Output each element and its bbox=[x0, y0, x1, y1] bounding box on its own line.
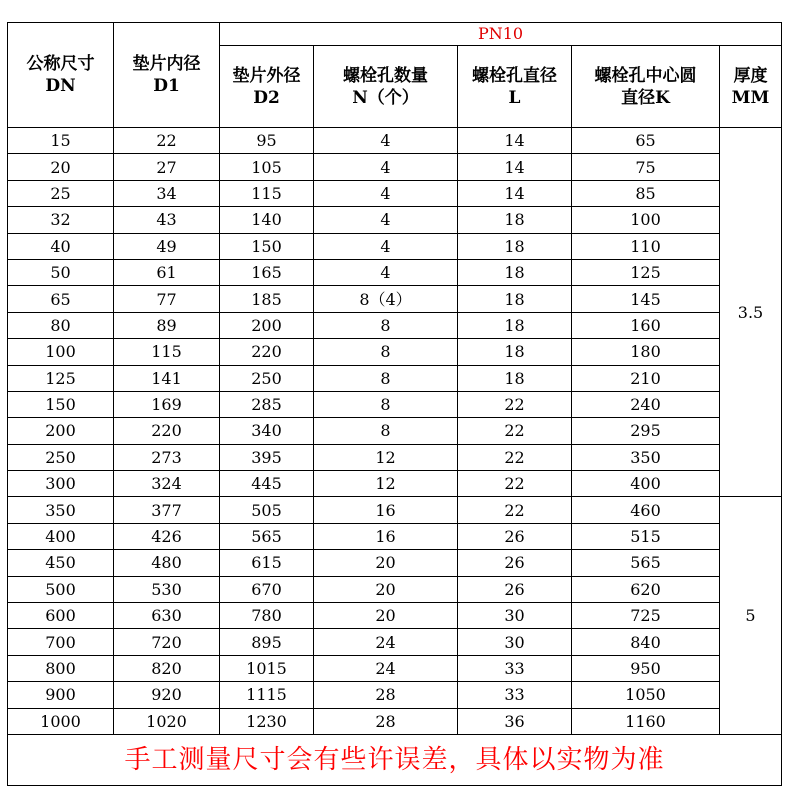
table-cell: 400 bbox=[572, 471, 720, 497]
table-cell: 77 bbox=[114, 286, 220, 312]
table-cell: 85 bbox=[572, 180, 720, 206]
table-cell: 18 bbox=[458, 233, 572, 259]
table-cell: 14 bbox=[458, 180, 572, 206]
table-body bbox=[8, 128, 782, 735]
table-cell: 920 bbox=[114, 682, 220, 708]
header-k: 螺栓孔中心圆 直径K bbox=[572, 46, 720, 128]
table-cell: 4 bbox=[314, 233, 458, 259]
table-cell: 18 bbox=[458, 312, 572, 338]
table-cell: 169 bbox=[114, 391, 220, 417]
table-cell: 22 bbox=[458, 418, 572, 444]
thickness-cell: 3.5 bbox=[720, 128, 782, 497]
table-cell: 89 bbox=[114, 312, 220, 338]
table-cell: 324 bbox=[114, 471, 220, 497]
table-cell: 20 bbox=[8, 154, 114, 180]
header-l: 螺栓孔直径 L bbox=[458, 46, 572, 128]
table-cell: 26 bbox=[458, 523, 572, 549]
table-cell: 24 bbox=[314, 655, 458, 681]
table-cell: 22 bbox=[458, 444, 572, 470]
table-cell: 22 bbox=[458, 471, 572, 497]
table-cell: 240 bbox=[572, 391, 720, 417]
table-cell: 500 bbox=[8, 576, 114, 602]
table-cell: 445 bbox=[220, 471, 314, 497]
table-cell: 14 bbox=[458, 128, 572, 154]
table-cell: 200 bbox=[220, 312, 314, 338]
table-cell: 220 bbox=[114, 418, 220, 444]
table-row bbox=[8, 471, 782, 497]
table-cell: 34 bbox=[114, 180, 220, 206]
table-row bbox=[8, 523, 782, 549]
table-cell: 125 bbox=[8, 365, 114, 391]
table-cell: 4 bbox=[314, 180, 458, 206]
table-cell: 100 bbox=[8, 339, 114, 365]
table-cell: 725 bbox=[572, 603, 720, 629]
table-row bbox=[8, 629, 782, 655]
table-cell: 20 bbox=[314, 576, 458, 602]
table-cell: 350 bbox=[572, 444, 720, 470]
table-cell: 18 bbox=[458, 207, 572, 233]
table-cell: 15 bbox=[8, 128, 114, 154]
table-cell: 620 bbox=[572, 576, 720, 602]
table-cell: 600 bbox=[8, 603, 114, 629]
table-cell: 630 bbox=[114, 603, 220, 629]
table-cell: 18 bbox=[458, 259, 572, 285]
table-cell: 273 bbox=[114, 444, 220, 470]
table-cell: 670 bbox=[220, 576, 314, 602]
table-row bbox=[8, 708, 782, 734]
table-cell: 18 bbox=[458, 286, 572, 312]
table-cell: 295 bbox=[572, 418, 720, 444]
table-cell: 250 bbox=[8, 444, 114, 470]
gasket-spec-table bbox=[7, 22, 782, 786]
table-cell: 565 bbox=[572, 550, 720, 576]
table-cell: 20 bbox=[314, 603, 458, 629]
table-cell: 141 bbox=[114, 365, 220, 391]
table-cell: 180 bbox=[572, 339, 720, 365]
table-cell: 140 bbox=[220, 207, 314, 233]
table-row bbox=[8, 603, 782, 629]
table-cell: 65 bbox=[572, 128, 720, 154]
table-cell: 50 bbox=[8, 259, 114, 285]
table-cell: 565 bbox=[220, 523, 314, 549]
table-cell: 18 bbox=[458, 339, 572, 365]
table-cell: 720 bbox=[114, 629, 220, 655]
table-cell: 505 bbox=[220, 497, 314, 523]
table-cell: 840 bbox=[572, 629, 720, 655]
table-row bbox=[8, 550, 782, 576]
table-row bbox=[8, 286, 782, 312]
table-row bbox=[8, 576, 782, 602]
table-cell: 22 bbox=[458, 391, 572, 417]
table-cell: 28 bbox=[314, 682, 458, 708]
table-cell: 220 bbox=[220, 339, 314, 365]
header-d2: 垫片外径 D2 bbox=[220, 46, 314, 128]
table-cell: 110 bbox=[572, 233, 720, 259]
table-cell: 4 bbox=[314, 128, 458, 154]
table-cell: 12 bbox=[314, 471, 458, 497]
table-row bbox=[8, 497, 782, 523]
table-row bbox=[8, 655, 782, 681]
table-cell: 105 bbox=[220, 154, 314, 180]
table-cell: 1160 bbox=[572, 708, 720, 734]
table-cell: 400 bbox=[8, 523, 114, 549]
table-cell: 820 bbox=[114, 655, 220, 681]
table-cell: 95 bbox=[220, 128, 314, 154]
table-cell: 12 bbox=[314, 444, 458, 470]
table-cell: 1015 bbox=[220, 655, 314, 681]
table-cell: 22 bbox=[114, 128, 220, 154]
table-cell: 1115 bbox=[220, 682, 314, 708]
table-cell: 150 bbox=[220, 233, 314, 259]
table-row bbox=[8, 154, 782, 180]
table-cell: 4 bbox=[314, 259, 458, 285]
table-row bbox=[8, 180, 782, 206]
table-cell: 700 bbox=[8, 629, 114, 655]
table-cell: 8 bbox=[314, 418, 458, 444]
table-cell: 450 bbox=[8, 550, 114, 576]
table-cell: 426 bbox=[114, 523, 220, 549]
table-cell: 210 bbox=[572, 365, 720, 391]
table-cell: 14 bbox=[458, 154, 572, 180]
table-row bbox=[8, 365, 782, 391]
table-cell: 900 bbox=[8, 682, 114, 708]
table-cell: 30 bbox=[458, 629, 572, 655]
table-cell: 16 bbox=[314, 523, 458, 549]
table-cell: 300 bbox=[8, 471, 114, 497]
table-row bbox=[8, 682, 782, 708]
table-cell: 285 bbox=[220, 391, 314, 417]
header-d1: 垫片内径 D1 bbox=[114, 23, 220, 128]
table-cell: 515 bbox=[572, 523, 720, 549]
table-cell: 8 bbox=[314, 312, 458, 338]
table-cell: 24 bbox=[314, 629, 458, 655]
table-cell: 33 bbox=[458, 655, 572, 681]
table-cell: 26 bbox=[458, 576, 572, 602]
table-cell: 4 bbox=[314, 154, 458, 180]
table-cell: 33 bbox=[458, 682, 572, 708]
table-cell: 36 bbox=[458, 708, 572, 734]
table-cell: 160 bbox=[572, 312, 720, 338]
pn-title: PN10 bbox=[220, 23, 782, 46]
table-cell: 340 bbox=[220, 418, 314, 444]
table-cell: 18 bbox=[458, 365, 572, 391]
table-cell: 8 bbox=[314, 391, 458, 417]
footer-note: 手工测量尺寸会有些许误差，具体以实物为准 bbox=[8, 734, 782, 785]
table-cell: 8（4） bbox=[314, 286, 458, 312]
table-cell: 377 bbox=[114, 497, 220, 523]
table-row bbox=[8, 391, 782, 417]
table-cell: 8 bbox=[314, 365, 458, 391]
table-cell: 1020 bbox=[114, 708, 220, 734]
table-cell: 25 bbox=[8, 180, 114, 206]
table-cell: 615 bbox=[220, 550, 314, 576]
table-cell: 20 bbox=[314, 550, 458, 576]
header-n: 螺栓孔数量 N（个） bbox=[314, 46, 458, 128]
table-cell: 115 bbox=[220, 180, 314, 206]
table-cell: 895 bbox=[220, 629, 314, 655]
table-cell: 4 bbox=[314, 207, 458, 233]
table-cell: 65 bbox=[8, 286, 114, 312]
table-cell: 49 bbox=[114, 233, 220, 259]
table-cell: 1000 bbox=[8, 708, 114, 734]
table-cell: 460 bbox=[572, 497, 720, 523]
table-cell: 800 bbox=[8, 655, 114, 681]
table-row bbox=[8, 339, 782, 365]
table-row bbox=[8, 207, 782, 233]
table-cell: 28 bbox=[314, 708, 458, 734]
table-cell: 950 bbox=[572, 655, 720, 681]
table-row bbox=[8, 128, 782, 154]
table-cell: 395 bbox=[220, 444, 314, 470]
table-cell: 125 bbox=[572, 259, 720, 285]
table-row bbox=[8, 233, 782, 259]
table-cell: 250 bbox=[220, 365, 314, 391]
table-cell: 780 bbox=[220, 603, 314, 629]
table-row bbox=[8, 444, 782, 470]
table-cell: 1050 bbox=[572, 682, 720, 708]
table-cell: 22 bbox=[458, 497, 572, 523]
table-cell: 115 bbox=[114, 339, 220, 365]
table-cell: 185 bbox=[220, 286, 314, 312]
header-thickness: 厚度 MM bbox=[720, 46, 782, 128]
table-cell: 30 bbox=[458, 603, 572, 629]
table-cell: 350 bbox=[8, 497, 114, 523]
header-dn: 公称尺寸 DN bbox=[8, 23, 114, 128]
table-cell: 16 bbox=[314, 497, 458, 523]
table-cell: 145 bbox=[572, 286, 720, 312]
table-cell: 40 bbox=[8, 233, 114, 259]
table-cell: 150 bbox=[8, 391, 114, 417]
table-cell: 200 bbox=[8, 418, 114, 444]
table-cell: 26 bbox=[458, 550, 572, 576]
table-cell: 8 bbox=[314, 339, 458, 365]
table-cell: 32 bbox=[8, 207, 114, 233]
table-cell: 43 bbox=[114, 207, 220, 233]
table-cell: 61 bbox=[114, 259, 220, 285]
table-cell: 165 bbox=[220, 259, 314, 285]
table-row bbox=[8, 418, 782, 444]
thickness-cell: 5 bbox=[720, 497, 782, 735]
table-row bbox=[8, 312, 782, 338]
table-cell: 480 bbox=[114, 550, 220, 576]
table-row bbox=[8, 259, 782, 285]
table-cell: 100 bbox=[572, 207, 720, 233]
table-cell: 1230 bbox=[220, 708, 314, 734]
table-cell: 75 bbox=[572, 154, 720, 180]
table-cell: 80 bbox=[8, 312, 114, 338]
table-cell: 27 bbox=[114, 154, 220, 180]
table-cell: 530 bbox=[114, 576, 220, 602]
